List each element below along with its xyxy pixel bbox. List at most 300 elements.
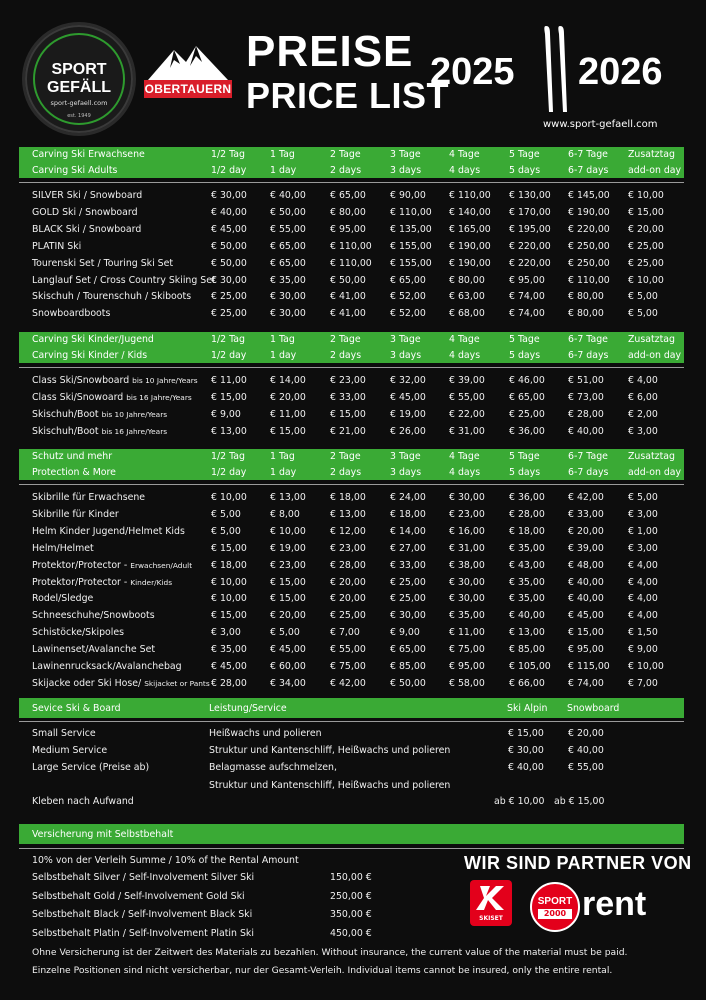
price-cell: € 52,00 (390, 308, 426, 320)
price-cell: € 190,00 (449, 240, 491, 252)
item-name-main: Skijacke oder Ski Hose/ (32, 677, 142, 689)
insurance-intro: 10% von der Verleih Summe / 10% of the Rental Amount (32, 855, 299, 866)
price-cell: € 95,00 (568, 644, 604, 656)
col-5-days-de: 5 Tage (509, 334, 540, 345)
price-cell: € 50,00 (211, 240, 247, 252)
price-cell: € 25,00 (211, 291, 247, 303)
item-name-main: Protektor/Protector - (32, 576, 128, 588)
price-cell: € 20,00 (330, 593, 366, 605)
price-cell: € 4,00 (628, 610, 658, 622)
table-row (19, 258, 684, 275)
kids-header-band (19, 332, 684, 363)
obertauern-logo (144, 42, 232, 98)
col-3-days-de: 3 Tage (390, 149, 421, 160)
price-cell: € 30,00 (449, 492, 485, 503)
col-half-day-de: 1/2 Tag (211, 149, 245, 160)
service-name: Large Service (Preise ab) (32, 762, 150, 773)
price-cell: € 73,00 (568, 391, 604, 403)
col-5-days-de: 5 Tage (509, 451, 540, 462)
divider (19, 721, 684, 722)
col-1-day-en: 1 day (270, 349, 297, 361)
price-cell: € 28,00 (211, 677, 247, 689)
price-cell: € 10,00 (211, 593, 247, 605)
price-cell: € 3,00 (628, 542, 658, 554)
price-cell: € 52,00 (390, 291, 426, 303)
col-add-on-de: Zusatztag (628, 451, 675, 462)
price-cell: € 15,00 (568, 627, 604, 639)
col-add-on-en: add-on day (628, 164, 682, 176)
price-cell: € 40,00 (509, 610, 545, 622)
insurance-amount: 350,00 € (330, 909, 372, 920)
title-preise: PREISE (246, 27, 414, 76)
price-cell: € 3,00 (628, 425, 658, 437)
service-col-alpin: Ski Alpin (507, 703, 548, 714)
col-4-days-en: 4 days (449, 466, 481, 478)
col-5-days-en: 5 days (509, 164, 541, 176)
col-2-days-en: 2 days (330, 164, 362, 176)
item-name-main: Skischuh/Boot (32, 425, 99, 437)
adults-header-row-de (19, 147, 684, 163)
table-row (19, 207, 684, 224)
footer-line-2: Einzelne Positionen sind nicht versicherbar, nur der Gesamt-Verleih. Individual items cannot be insured, only the entire rental. (32, 965, 613, 976)
item-name (32, 644, 155, 655)
service-price-board: € 20,00 (568, 728, 604, 739)
item-name-main: Class Ski/Snowboard (32, 375, 130, 386)
kids-header-row-de (19, 332, 684, 348)
price-cell: € 110,00 (330, 240, 372, 252)
price-cell: € 38,00 (449, 559, 485, 571)
price-cell: € 155,00 (390, 240, 432, 252)
item-name-main: Rodel/Sledge (32, 593, 94, 605)
item-name-main: Skibrille für Kinder (32, 508, 119, 520)
divider (19, 367, 684, 368)
price-cell: € 63,00 (449, 291, 485, 303)
price-cell: € 110,00 (449, 190, 491, 201)
price-cell: € 80,00 (568, 308, 604, 320)
divider (19, 848, 684, 849)
price-cell: € 48,00 (568, 559, 604, 571)
col-2-days-de: 2 Tage (330, 149, 361, 160)
price-cell: € 80,00 (330, 206, 366, 218)
divider (19, 484, 684, 485)
price-cell: € 9,00 (390, 627, 420, 639)
price-cell: € 55,00 (330, 644, 366, 656)
col-6-7-days-en: 6-7 days (568, 466, 609, 478)
col-4-days-en: 4 days (449, 349, 481, 361)
kleben-alpin: ab € 10,00 (494, 796, 545, 807)
col-3-days-en: 3 days (390, 164, 422, 176)
protection-title-en: Protection & More (32, 466, 116, 478)
price-cell: € 10,00 (211, 492, 247, 503)
price-cell: € 16,00 (449, 525, 485, 537)
item-name-main: Skischuh/Boot (32, 408, 99, 420)
price-cell: € 50,00 (270, 206, 306, 218)
skiset-label: SKISET (479, 915, 503, 922)
service-desc: Heißwachs und polieren (209, 728, 322, 739)
price-cell: € 13,00 (509, 627, 545, 639)
col-5-days-en: 5 days (509, 349, 541, 361)
price-cell: € 45,00 (390, 391, 426, 403)
item-name (32, 241, 81, 252)
item-name-main: SILVER Ski / Snowboard (32, 190, 143, 201)
item-name-main: Schistöcke/Skipoles (32, 627, 125, 639)
item-name-suffix: bis 16 Jahre/Years (126, 392, 192, 402)
price-cell: € 39,00 (449, 375, 485, 386)
item-name (32, 610, 155, 621)
price-cell: € 4,00 (628, 375, 658, 386)
price-cell: € 11,00 (211, 375, 247, 386)
price-cell: € 2,00 (628, 408, 658, 420)
item-name (32, 190, 142, 201)
price-cell: € 9,00 (628, 644, 658, 656)
price-cell: € 4,00 (628, 559, 658, 571)
price-cell: € 3,00 (211, 627, 241, 639)
item-name-suffix: bis 10 Jahre/Years (132, 376, 198, 385)
kleben-board: ab € 15,00 (554, 796, 605, 807)
price-cell: € 5,00 (628, 291, 658, 303)
price-cell: € 140,00 (449, 206, 491, 218)
price-cell: € 95,00 (449, 661, 485, 672)
price-cell: € 6,00 (628, 391, 658, 403)
table-row (19, 661, 684, 678)
col-6-7-days-en: 6-7 days (568, 349, 609, 361)
adults-header-band (19, 147, 684, 178)
price-cell: € 31,00 (449, 542, 485, 554)
logo-est: est. 1949 (67, 113, 91, 119)
price-cell: € 18,00 (330, 492, 366, 503)
item-name (32, 543, 94, 554)
price-cell: € 40,00 (211, 206, 247, 218)
table-row (19, 593, 684, 610)
price-cell: € 34,00 (270, 677, 306, 689)
price-cell: € 40,00 (568, 576, 604, 588)
footer-line-1: Ohne Versicherung ist der Zeitwert des Materials zu bezahlen. Without insurance, the current value of the material must be paid. (32, 947, 628, 958)
price-cell: € 25,00 (628, 257, 664, 269)
price-cell: € 66,00 (509, 677, 545, 689)
price-cell: € 42,00 (330, 677, 366, 689)
insurance-item: Selbstbehalt Black / Self-Involvement Black Ski (32, 909, 253, 920)
title-price-list: PRICE LIST (246, 75, 450, 116)
price-cell: € 95,00 (330, 223, 366, 235)
sport2000-number: 2000 (538, 909, 572, 919)
item-name-main: Snowboardboots (32, 308, 111, 320)
item-name (32, 678, 210, 689)
skiset-logo (470, 880, 512, 926)
price-cell: € 20,00 (270, 610, 306, 622)
price-cell: € 18,00 (509, 525, 545, 537)
price-cell: € 28,00 (330, 559, 366, 571)
price-cell: € 25,00 (628, 240, 664, 252)
item-name (32, 291, 191, 302)
price-cell: € 50,00 (211, 257, 247, 269)
col-half-day-de: 1/2 Tag (211, 334, 245, 345)
col-4-days-de: 4 Tage (449, 334, 480, 345)
col-add-on-en: add-on day (628, 466, 682, 478)
insurance-title: Versicherung mit Selbstbehalt (32, 829, 174, 840)
price-cell: € 85,00 (509, 644, 545, 656)
price-cell: € 15,00 (270, 576, 306, 588)
col-1-day-de: 1 Tag (270, 334, 295, 345)
price-cell: € 23,00 (449, 508, 485, 520)
price-cell: € 25,00 (390, 593, 426, 605)
price-cell: € 74,00 (568, 677, 604, 689)
table-row (19, 577, 684, 594)
service-name: Small Service (32, 728, 96, 739)
price-cell: € 30,00 (211, 274, 247, 286)
service-price-alpin: € 15,00 (508, 728, 544, 739)
price-cell: € 5,00 (628, 308, 658, 320)
price-cell: € 10,00 (628, 274, 664, 286)
item-name-main: GOLD Ski / Snowboard (32, 206, 138, 218)
price-cell: € 55,00 (270, 223, 306, 235)
large-service-desc-2: Struktur und Kantenschliff, Heißwachs und polieren (209, 780, 451, 791)
price-cell: € 21,00 (330, 425, 366, 437)
price-cell: € 9,00 (211, 408, 241, 420)
table-row (19, 560, 684, 577)
price-cell: € 51,00 (568, 375, 604, 386)
price-cell: € 35,00 (509, 593, 545, 605)
protection-title-de: Schutz und mehr (32, 451, 113, 462)
price-cell: € 27,00 (390, 542, 426, 554)
col-6-7-days-de: 6-7 Tage (568, 334, 608, 345)
service-title: Sevice Ski & Board (32, 703, 121, 714)
price-cell: € 45,00 (568, 610, 604, 622)
price-cell: € 42,00 (568, 492, 604, 503)
price-cell: € 15,00 (628, 206, 664, 218)
price-cell: € 4,00 (628, 593, 658, 605)
service-price-alpin: € 30,00 (508, 745, 544, 756)
price-cell: € 170,00 (509, 206, 551, 218)
item-name-main: Langlauf Set / Cross Country Skiing Set (32, 274, 216, 286)
table-row (19, 241, 684, 258)
table-row (19, 509, 684, 526)
price-cell: € 33,00 (330, 391, 366, 403)
skiset-mark-icon (470, 880, 512, 916)
price-cell: € 45,00 (270, 644, 306, 656)
price-cell: € 23,00 (330, 542, 366, 554)
price-cell: € 13,00 (211, 425, 247, 437)
col-6-7-days-en: 6-7 days (568, 164, 609, 176)
price-cell: € 220,00 (509, 257, 551, 269)
sport2000-word: SPORT (537, 896, 573, 907)
insurance-amount: 250,00 € (330, 890, 372, 902)
item-name (32, 526, 185, 537)
protection-header-band (19, 449, 684, 480)
price-cell: € 32,00 (390, 375, 426, 386)
protection-header-row-de (19, 449, 684, 465)
col-add-on-en: add-on day (628, 349, 682, 361)
price-cell: € 20,00 (330, 576, 366, 588)
mountain-icon (144, 42, 232, 82)
item-name-suffix: bis 16 Jahre/Years (101, 426, 168, 436)
table-row (19, 409, 684, 426)
price-cell: € 36,00 (509, 425, 545, 437)
price-cell: € 11,00 (449, 627, 485, 639)
price-cell: € 50,00 (330, 274, 366, 286)
price-cell: € 35,00 (270, 274, 306, 286)
col-1-day-de: 1 Tag (270, 451, 295, 462)
col-2-days-en: 2 days (330, 349, 362, 361)
price-cell: € 85,00 (390, 661, 426, 672)
protection-header-row-en (19, 465, 684, 481)
col-add-on-de: Zusatztag (628, 334, 675, 345)
price-cell: € 18,00 (390, 508, 426, 520)
service-header-band (19, 698, 684, 718)
price-cell: € 20,00 (628, 223, 664, 235)
price-cell: € 55,00 (449, 391, 485, 403)
kids-title-de: Carving Ski Kinder/Jugend (32, 334, 154, 345)
table-row (19, 526, 684, 543)
item-name-main: Helm/Helmet (32, 542, 94, 554)
price-cell: € 23,00 (270, 559, 306, 571)
item-name-main: Protektor/Protector - (32, 559, 128, 571)
insurance-item: Selbstbehalt Gold / Self-Involvement Gold Ski (32, 890, 245, 902)
col-6-7-days-de: 6-7 Tage (568, 149, 608, 160)
price-cell: € 74,00 (509, 291, 545, 303)
price-cell: € 12,00 (330, 525, 366, 537)
price-cell: € 135,00 (390, 223, 432, 235)
col-3-days-de: 3 Tage (390, 451, 421, 462)
price-cell: € 28,00 (509, 508, 545, 520)
price-cell: € 95,00 (509, 274, 545, 286)
item-name-main: Schneeschuhe/Snowboots (32, 610, 155, 622)
table-row (19, 190, 684, 207)
price-cell: € 30,00 (449, 593, 485, 605)
price-cell: € 46,00 (509, 375, 545, 386)
price-cell: € 41,00 (330, 308, 366, 320)
table-row (19, 392, 684, 409)
price-cell: € 30,00 (270, 308, 306, 320)
item-name-main: Skibrille für Erwachsene (32, 492, 146, 503)
table-row (19, 426, 684, 443)
price-cell: € 10,00 (628, 190, 664, 201)
price-cell: € 40,00 (568, 593, 604, 605)
price-cell: € 14,00 (390, 525, 426, 537)
price-cell: € 250,00 (568, 240, 610, 252)
price-cell: € 190,00 (449, 257, 491, 269)
price-cell: € 33,00 (568, 508, 604, 520)
table-row (19, 492, 684, 509)
price-cell: € 30,00 (211, 190, 247, 201)
col-half-day-en: 1/2 day (211, 164, 247, 176)
insurance-amount: 150,00 € (330, 872, 372, 883)
table-row (19, 627, 684, 644)
item-name (32, 409, 167, 420)
table-row (19, 275, 684, 292)
price-cell: € 75,00 (449, 644, 485, 656)
price-cell: € 145,00 (568, 190, 610, 201)
insurance-item: Selbstbehalt Silver / Self-Involvement Silver Ski (32, 872, 255, 883)
col-5-days-en: 5 days (509, 466, 541, 478)
price-cell: € 5,00 (270, 627, 300, 639)
divider (19, 182, 684, 183)
rent-logo: rent (582, 885, 647, 923)
price-cell: € 130,00 (509, 190, 551, 201)
table-row (19, 308, 684, 325)
price-cell: € 45,00 (211, 223, 247, 235)
price-cell: € 43,00 (509, 559, 545, 571)
item-name-suffix: Skijacket or Pants (144, 678, 210, 688)
price-cell: € 31,00 (449, 425, 485, 437)
price-cell: € 15,00 (211, 391, 247, 403)
price-cell: € 5,00 (211, 525, 241, 537)
price-cell: € 1,50 (628, 627, 658, 639)
table-row (19, 644, 684, 661)
price-cell: € 30,00 (390, 610, 426, 622)
price-cell: € 35,00 (509, 542, 545, 554)
price-cell: € 40,00 (568, 425, 604, 437)
price-cell: € 10,00 (270, 525, 306, 537)
price-cell: € 15,00 (211, 542, 247, 554)
item-name (32, 661, 182, 672)
skis-icon (540, 24, 570, 114)
price-cell: € 35,00 (211, 644, 247, 656)
price-cell: € 74,00 (509, 308, 545, 320)
kleben-name: Kleben nach Aufwand (32, 796, 134, 807)
price-cell: € 110,00 (390, 206, 432, 218)
table-row (19, 224, 684, 241)
price-cell: € 40,00 (270, 190, 306, 201)
price-cell: € 58,00 (449, 677, 485, 689)
price-cell: € 165,00 (449, 223, 491, 235)
price-cell: € 19,00 (390, 408, 426, 420)
price-cell: € 45,00 (211, 661, 247, 672)
adults-header-row-en (19, 163, 684, 179)
item-name (32, 627, 124, 638)
price-cell: € 65,00 (270, 257, 306, 269)
item-name (32, 593, 93, 604)
price-cell: € 65,00 (270, 240, 306, 252)
table-row (19, 678, 684, 695)
price-cell: € 30,00 (449, 576, 485, 588)
website-url[interactable]: www.sport-gefaell.com (543, 119, 658, 130)
item-name-main: Class Ski/Snowoard (32, 391, 124, 403)
item-name (32, 258, 173, 269)
price-cell: € 25,00 (390, 576, 426, 588)
item-name (32, 577, 172, 588)
col-3-days-en: 3 days (390, 349, 422, 361)
price-cell: € 220,00 (509, 240, 551, 252)
price-cell: € 22,00 (449, 408, 485, 420)
price-cell: € 36,00 (509, 492, 545, 503)
price-cell: € 13,00 (330, 508, 366, 520)
col-1-day-de: 1 Tag (270, 149, 295, 160)
price-cell: € 26,00 (390, 425, 426, 437)
item-name (32, 492, 145, 503)
price-cell: € 105,00 (509, 661, 551, 672)
service-desc: Struktur und Kantenschliff, Heißwachs und polieren (209, 745, 451, 756)
table-row (19, 610, 684, 627)
item-name (32, 308, 110, 319)
price-cell: € 1,00 (628, 525, 658, 537)
price-cell: € 8,00 (270, 508, 300, 520)
price-cell: € 14,00 (270, 375, 306, 386)
price-cell: € 75,00 (330, 661, 366, 672)
price-cell: € 90,00 (390, 190, 426, 201)
item-name (32, 426, 167, 437)
price-cell: € 7,00 (330, 627, 360, 639)
item-name-main: Helm Kinder Jugend/Helmet Kids (32, 525, 185, 537)
price-cell: € 50,00 (390, 677, 426, 689)
price-cell: € 39,00 (568, 542, 604, 554)
price-cell: € 10,00 (211, 576, 247, 588)
item-name-suffix: bis 10 Jahre/Years (101, 409, 168, 419)
col-1-day-en: 1 day (270, 466, 297, 478)
price-cell: € 35,00 (449, 610, 485, 622)
price-cell: € 25,00 (211, 308, 247, 320)
service-col-board: Snowboard (567, 703, 620, 714)
service-price-board: € 40,00 (568, 745, 604, 756)
